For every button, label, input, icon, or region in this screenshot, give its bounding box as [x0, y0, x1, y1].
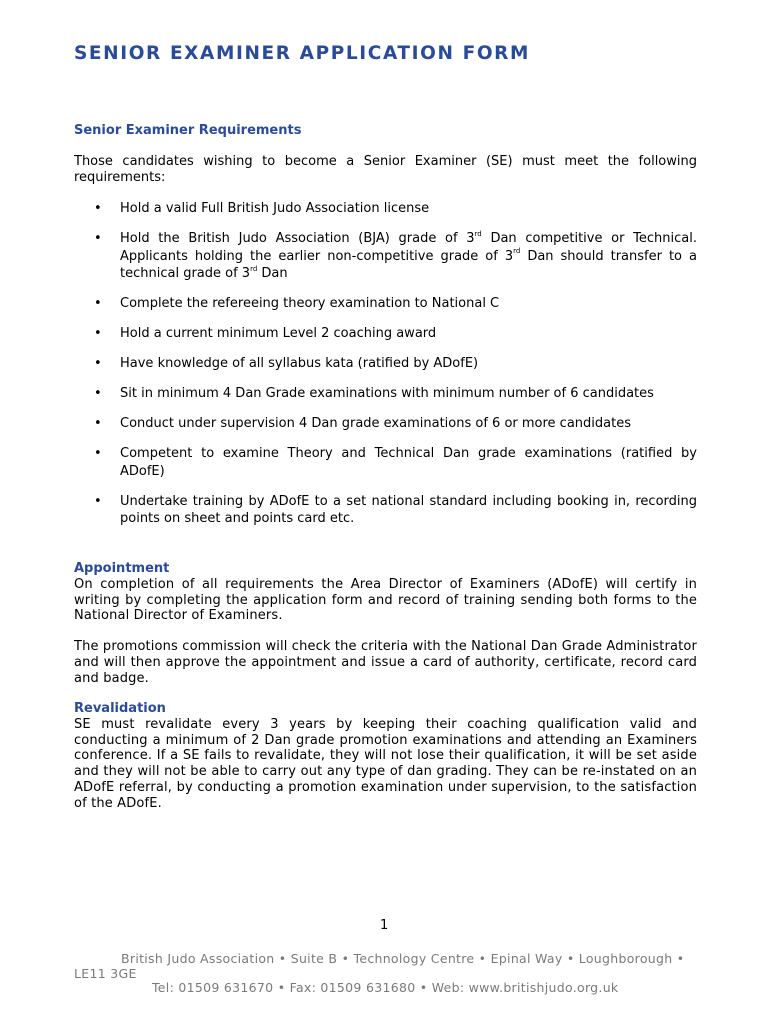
footer-contact-line: Tel: 01509 631670 • Fax: 01509 631680 • Web: www.britishjudo.org.uk	[152, 980, 619, 995]
list-item-text: Hold a valid Full British Judo Association license	[120, 201, 430, 216]
revalidation-heading: Revalidation	[74, 701, 166, 716]
list-item-text: Conduct under supervision 4 Dan grade examinations of 6 or more candidates	[120, 416, 631, 431]
requirements-heading: Senior Examiner Requirements	[74, 123, 302, 138]
footer-address-line-2: LE11 3GE	[74, 966, 137, 981]
list-item-text: Sit in minimum 4 Dan Grade examinations with minimum number of 6 candidates	[120, 386, 654, 401]
list-item	[74, 415, 697, 433]
list-item	[74, 493, 697, 528]
list-item	[74, 230, 697, 283]
list-item-text: Undertake training by ADofE to a set national standard including booking in, recording points on sheet and points card etc.	[120, 493, 697, 526]
list-item-text: Competent to examine Theory and Technical Dan grade examinations (ratified by ADofE)	[120, 446, 697, 479]
bullet-icon: •	[94, 446, 102, 461]
list-item	[74, 295, 697, 313]
list-item	[74, 325, 697, 343]
revalidation-paragraph: SE must revalidate every 3 years by keeping their coaching qualification valid and conducting a minimum of 2 Dan grade promotion examinations and attending an Examiners conference. If a SE fails to revalidate, they will not lose their qualification, it will be set aside and they will not be able to carry out any type of dan grading. They can be re-instated on an ADofE referral, by conducting a promotion examination under supervision, to the satisfaction of the ADofE.	[74, 716, 697, 811]
appointment-paragraph-2: The promotions commission will check the criteria with the National Dan Grade Administrator and will then approve the appointment and issue a card of authority, certificate, record card and badge.	[74, 639, 697, 686]
requirements-intro-line-2: requirements:	[74, 170, 166, 185]
superscript-ordinal: rd	[474, 229, 482, 238]
superscript-ordinal: rd	[250, 264, 258, 273]
bullet-icon: •	[94, 386, 102, 401]
list-item-text: Dan should transfer to a technical grade of 3	[120, 248, 697, 281]
superscript-ordinal: rd	[513, 247, 521, 256]
bullet-icon: •	[94, 416, 102, 431]
list-item	[74, 355, 697, 373]
list-item-text: Have knowledge of all syllabus kata (ratified by ADofE)	[120, 356, 479, 371]
appointment-heading: Appointment	[74, 561, 170, 576]
appointment-paragraph-1: On completion of all requirements the Area Director of Examiners (ADofE) will certify in writing by completing the application form and record of training sending both forms to the National Director of Examiners.	[74, 576, 697, 624]
appointment-section	[74, 561, 697, 687]
list-item	[74, 445, 697, 480]
bullet-icon: •	[94, 356, 102, 371]
bullet-icon: •	[94, 201, 102, 216]
list-item-text: Dan competitive or Technical. Applicants holding the earlier non-competitive grade of 3	[120, 231, 697, 264]
bullet-icon: •	[94, 326, 102, 341]
footer-address-line-1: British Judo Association • Suite B • Technology Centre • Epinal Way • Loughborough •	[121, 951, 685, 966]
page-number: 1	[380, 918, 389, 933]
bullet-icon: •	[94, 231, 102, 246]
list-item-text: Dan	[257, 266, 288, 281]
list-item-text: Hold a current minimum Level 2 coaching award	[120, 326, 437, 341]
bullet-icon: •	[94, 493, 102, 509]
revalidation-section	[74, 701, 697, 812]
requirements-intro	[74, 154, 697, 186]
page-title: SENIOR EXAMINER APPLICATION FORM	[74, 43, 530, 64]
list-item-text: Hold the British Judo Association (BJA) grade of 3	[120, 231, 475, 246]
requirements-intro-line-1: Those candidates wishing to become a Senior Examiner (SE) must meet the following	[74, 154, 697, 169]
bullet-icon: •	[94, 296, 102, 311]
list-item	[74, 385, 697, 403]
list-item-text: Complete the refereeing theory examination to National C	[120, 296, 500, 311]
requirements-list	[74, 200, 697, 540]
list-item	[74, 200, 697, 218]
